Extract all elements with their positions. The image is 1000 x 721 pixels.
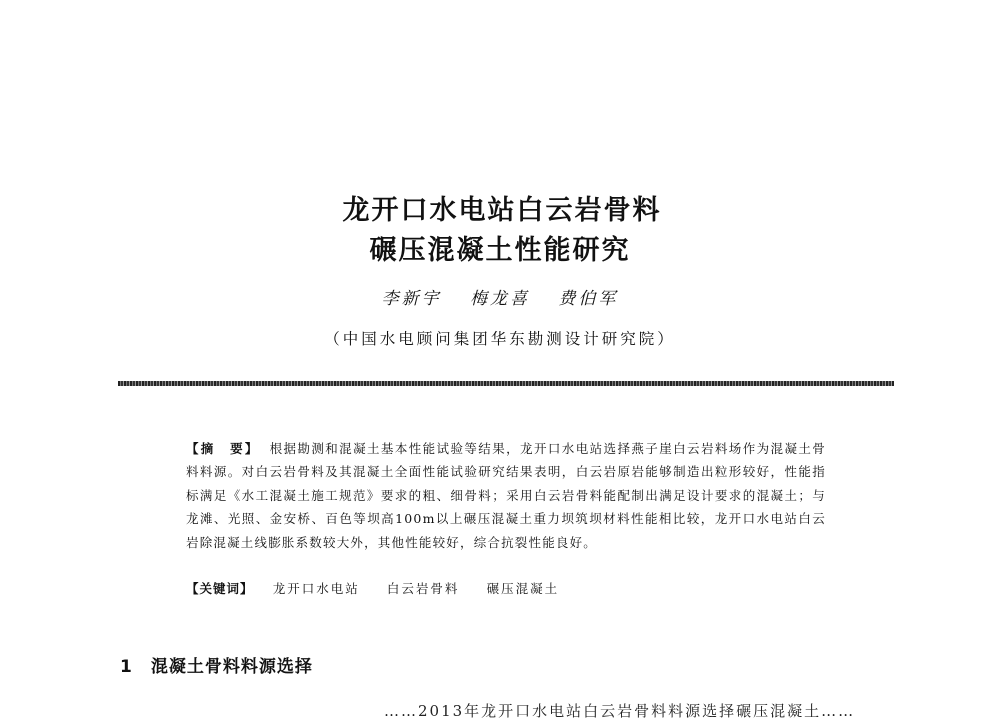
separator-rule bbox=[118, 381, 894, 386]
abstract-text: 根据勘测和混凝土基本性能试验等结果，龙开口水电站选择燕子崖白云岩料场作为混凝土骨料料源。对白云岩骨料及其混凝土全面性能试验研究结果表明，白云岩原岩能够制造出粒形较好，性能指标满足《水工混凝土施工规范》要求的粗、细骨料；采用白云岩骨料能配制出满足设计要求的混凝土；与龙滩、光照、金安桥、百色等坝高100m以上碾压混凝土重力坝筑坝材料性能相比较，龙开口水电站白云岩除混凝土线膨胀系数较大外，其他性能较好，综合抗裂性能良好。 bbox=[186, 441, 826, 550]
author-name: 李新宇 bbox=[381, 289, 442, 309]
keyword: 龙开口水电站 bbox=[272, 581, 360, 596]
author-name: 费伯军 bbox=[558, 289, 619, 309]
affiliation: （中国水电顾问集团华东勘测设计研究院） bbox=[324, 330, 676, 348]
paper-title bbox=[0, 192, 1000, 270]
title-line-1: 龙开口水电站白云岩骨料 bbox=[342, 195, 662, 226]
keywords bbox=[186, 579, 581, 597]
section-title: 混凝土骨料料源选择 bbox=[150, 657, 313, 677]
body-text-cutoff: ……2013年龙开口水电站白云岩骨料料源选择碾压混凝土…… bbox=[384, 702, 856, 720]
keyword: 白云岩骨料 bbox=[386, 581, 460, 596]
author-name: 梅龙喜 bbox=[470, 289, 530, 309]
keywords-label: 【关键词】 bbox=[186, 581, 254, 596]
section-heading bbox=[120, 652, 313, 677]
abstract-label: 【摘 要】 bbox=[186, 441, 260, 456]
author-list bbox=[0, 284, 1000, 309]
abstract bbox=[186, 437, 826, 554]
title-line-2: 碾压混凝土性能研究 bbox=[369, 235, 631, 266]
section-number: 1 bbox=[120, 657, 133, 677]
keyword: 碾压混凝土 bbox=[486, 581, 560, 596]
